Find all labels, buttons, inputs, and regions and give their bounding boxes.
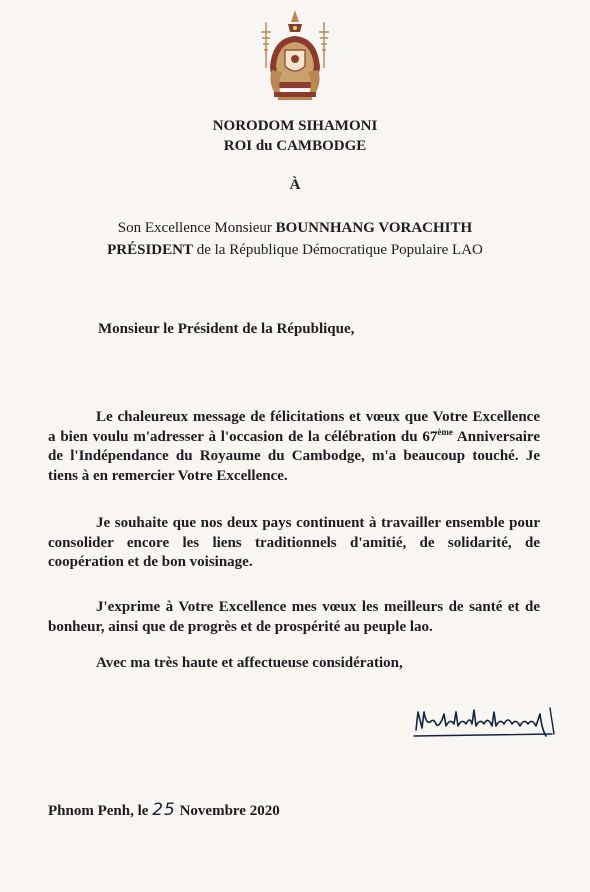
recipient-line-2 [40, 240, 550, 261]
dateline-day: 25 [152, 800, 176, 820]
to-word: À [289, 177, 301, 193]
body-paragraph-1 [48, 408, 540, 486]
dateline-month-year: Novembre 2020 [179, 803, 280, 819]
ordinal-suffix: ème [437, 426, 453, 437]
body-paragraph-1-part2: Anniversaire de l'Indépendance du Royaume du Cambodge, m'a beaucoup touché. Je tiens à en remercier Votre Excellence. [48, 428, 540, 484]
recipient-title: PRÉSIDENT [107, 242, 193, 258]
body-paragraph-1-part1: Le chaleureux message de félicitations et vœux que Votre Excellence a bien voulu m'adresser à l'occasion de la célébration du 67 [48, 409, 540, 445]
sender-name: NORODOM SIHAMONI [212, 118, 378, 134]
signature-icon [410, 700, 560, 742]
recipient-line-1 [40, 218, 550, 239]
recipient-name: BOUNNHANG VORACHITH [275, 220, 473, 236]
royal-emblem-icon [258, 8, 332, 104]
body-paragraph-2: Je souhaite que nos deux pays continuent à travailler ensemble pour consolider encore les liens traditionnels d'amitié, de solidarité, de coopération et de bon voisinage. [48, 515, 540, 570]
dateline [48, 800, 280, 820]
body-paragraph-3: J'exprime à Votre Excellence mes vœux les meilleurs de santé et de bonheur, ainsi que de progrès et de prospérité au peuple lao. [48, 599, 540, 635]
recipient-country: de la République Démocratique Populaire LAO [196, 242, 483, 258]
sender-title: ROI du CAMBODGE [223, 138, 367, 154]
recipient-prefix: Son Excellence Monsieur [117, 220, 272, 236]
closing-formula: Avec ma très haute et affectueuse considération, [96, 655, 403, 671]
salutation: Monsieur le Président de la République, [98, 321, 355, 337]
dateline-place: Phnom Penh, le [48, 803, 149, 819]
